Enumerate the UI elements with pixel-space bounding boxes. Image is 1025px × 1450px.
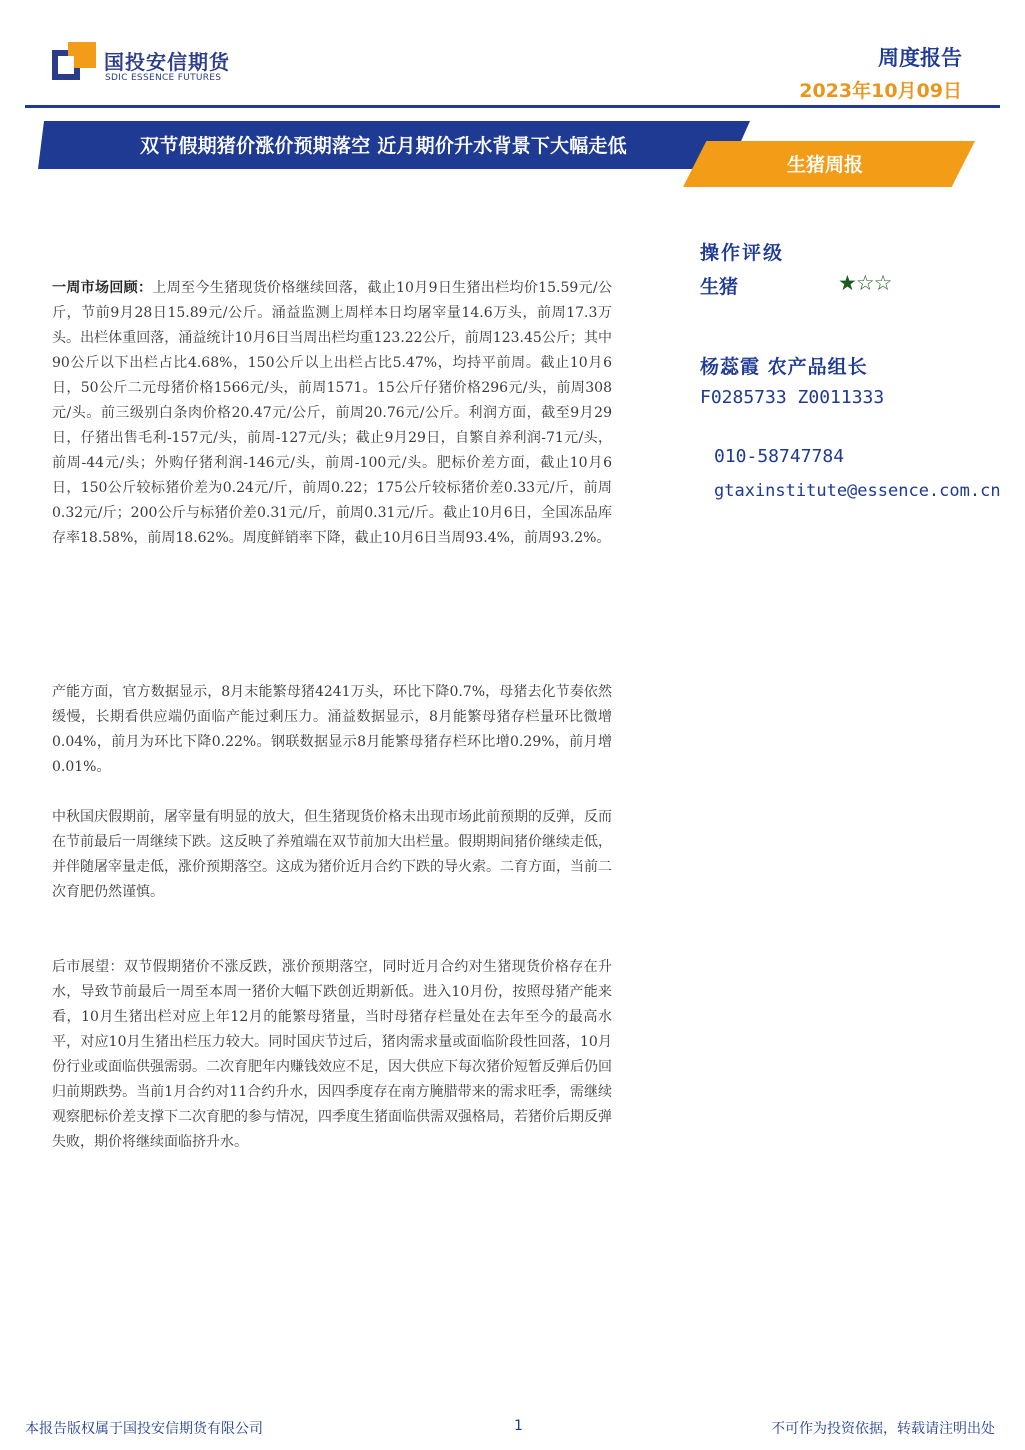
rating-title: 操作评级 [700,242,785,264]
capacity-paragraph: 产能方面，官方数据显示，8月末能繁母猪4241万头，环比下降0.7%，母猪去化节奏依然缓慢，长期看供应端仍面临产能过剩压力。涌益数据显示，8月能繁母猪存栏量环比微增0.04%，前月为环比下降0.22%。钢联数据显示8月能繁母猪存栏环比增0.29%，前月增0.01%。 [52,684,612,775]
logo-mark-icon [52,42,96,84]
contact-phone: 010-58747784 [714,446,845,467]
company-logo [52,40,242,90]
weekly-review-lead: 一周市场回顾： [52,280,153,296]
logo-name-cn: 国投安信期货 [104,50,230,74]
rating-stars-icon: ★☆☆ [838,271,892,295]
outlook-paragraph: 后市展望：双节假期猪价不涨反跌，涨价预期落空，同时近月合约对生猪现货价格存在升水，导致节前最后一周至本周一猪价大幅下跌创近期新低。进入10月份，按照母猪产能来看，10月生猪出栏对应上年12月的能繁母猪量，当时母猪存栏量处在去年至今的最高水平，对应10月生猪出栏压力较大。同时国庆节过后，猪肉需求量或面临阶段性回落，10月份行业或面临供强需弱。二次育肥年内赚钱效应不足，因大供应下每次猪价短暂反弹后仍回归前期跌势。当前1月合约对11合约升水，因四季度存在南方腌腊带来的需求旺季，需继续观察肥标价差支撑下二次育肥的参与情况，四季度生猪面临供需双强格局，若猪价后期反弹失败，期价将继续面临挤升水。 [52,959,612,1150]
page-number: 1 [514,1418,523,1434]
weekly-review-text: 上周至今生猪现货价格继续回落，截止10月9日生猪出栏均价15.59元/公斤，节前9月28日15.89元/公斤。涌益监测上周样本日均屠宰量14.6万头，前周17.3万头。出栏体重回落，涌益统计10月6日当周出栏均重123.22公斤，前周123.45公斤；其中90公斤以下出栏占比4.68%，150公斤以上出栏占比5.47%，均持平前周。截止10月6日，50公斤二元母猪价格1566元/头，前周1571。15公斤仔猪价格296元/头，前周308元/头。前三级别白条肉价格20.47元/公斤，前周20.76元/公斤。利润方面，截至9月29日，仔猪出售毛利-157元/头，前周-127元/头；截止9月29日，自繁自养利润-71元/头，前周-44元/头；外购仔猪利润-146元/头，前周-100元/头。肥标价差方面，截止10月6日，150公斤较标猪价差为0.24元/斤，前周0.22；175公斤较标猪价差0.33元/斤，前周0.32元/斤；200公斤与标猪价差0.31元/斤，前周0.31元/斤。截止10月6日，全国冻品库存率18.58%，前周18.62%。周度鲜销率下降，截止10月6日当周93.4%，前周93.2%。 [52,280,612,546]
report-type: 周度报告 [878,46,962,70]
rating-item: 生猪 [700,276,739,298]
report-date: 2023年10月09日 [799,80,962,102]
report-title: 双节假期猪价涨价预期落空 近月期价升水背景下大幅走低 [140,135,627,157]
holiday-paragraph: 中秋国庆假期前，屠宰量有明显的放大，但生猪现货价格未出现市场此前预期的反弹，反而在节前最后一周继续下跌。这反映了养殖端在双节前加大出栏量。假期期间猪价继续走低，并伴随屠宰量走低，涨价预期落空。这成为猪价近月合约下跌的导火索。二育方面，当前二次育肥仍然谨慎。 [52,809,612,900]
logo-name-en: SDIC ESSENCE FUTURES [105,73,222,83]
analyst-license: F0285733 Z0011333 [700,387,885,408]
weekly-review-paragraph [52,276,612,551]
analyst-name: 杨蕊霞 农产品组长 [700,356,868,378]
header-divider [25,105,1000,108]
footer-disclaimer: 不可作为投资依据，转载请注明出处 [771,1421,995,1437]
category-tag-label: 生猪周报 [787,154,864,176]
contact-email[interactable]: gtaxinstitute@essence.com.cn [714,481,1001,501]
footer-copyright: 本报告版权属于国投安信期货有限公司 [25,1421,263,1437]
